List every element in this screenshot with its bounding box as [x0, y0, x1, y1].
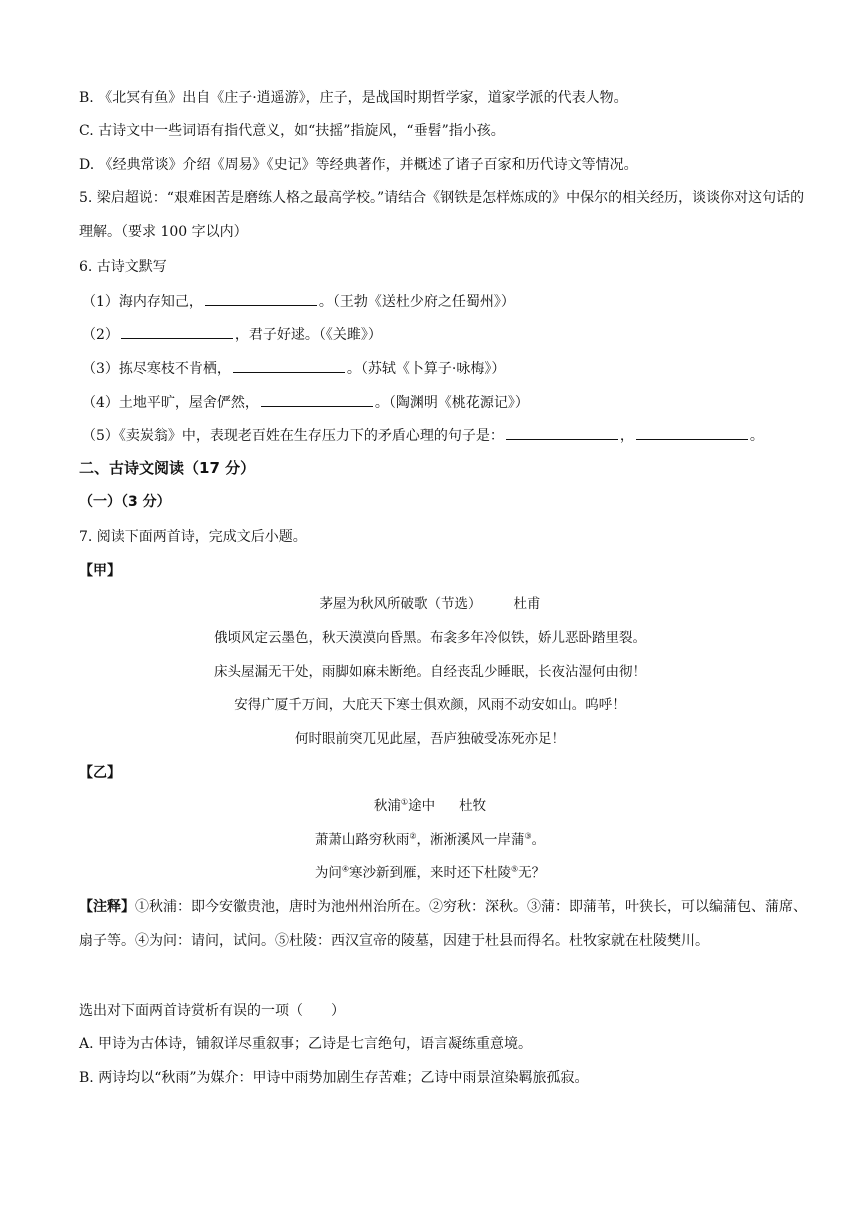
poem1-line-3: 安得广厦千万间，大庇天下寒士俱欢颜，风雨不动安如山。呜呼！ [234, 697, 626, 713]
answer-blank[interactable] [205, 291, 317, 306]
question-5: 5. 梁启超说：“艰难困苦是磨练人格之最高学校。”请结合《钢铁是怎样炼成的》中保尔的相关经历，谈谈你对这句话的理解。（要求 100 字以内） [79, 190, 805, 240]
dictation-item-4 [82, 392, 814, 413]
dictation-prompt: （5）《卖炭翁》中，表现老百姓在生存压力下的矛盾心理的句子是： [82, 428, 504, 444]
poem2-text: 寒沙新到雁，来时还下杜陵 [349, 865, 511, 881]
dictation-source: 。（王勃《送杜少府之任蜀州》） [318, 294, 515, 310]
q7-option-b: B. 两诗均以“秋雨”为媒介：甲诗中雨势加剧生存苦难；乙诗中雨景渲染羁旅孤寂。 [79, 1070, 589, 1086]
poem2-text: ，淅淅溪风一岸蒲 [416, 832, 525, 848]
question-7-prompt: 选出对下面两首诗赏析有误的一项（ ） [79, 1003, 345, 1019]
poem1-line-1: 俄顷风定云墨色，秋天漠漠向昏黑。布衾多年冷似铁，娇儿恶卧踏里裂。 [214, 630, 646, 646]
dictation-source: 。（苏轼《卜算子·咏梅》） [346, 361, 506, 377]
poem2-text: 。 [531, 832, 546, 848]
poem2-title: 途中 [408, 798, 436, 814]
dictation-item-1 [82, 291, 814, 312]
poem2-title: 秋浦 [373, 798, 401, 814]
poem-jia-label: 【甲】 [79, 563, 121, 579]
answer-blank[interactable] [121, 324, 233, 339]
annotations-text: ①秋浦：即今安徽贵池，唐时为池州州治所在。②穷秋：深秋。③蒲：即蒲苇，叶狭长，可以编蒲包、蒲席、扇子等。④为问：请问，试问。⑤杜陵：西汉宣帝的陵墓，因建于杜县而得名。杜牧家就在杜陵樊川。 [79, 899, 807, 949]
question-6-title: 6. 古诗文默写 [79, 259, 167, 275]
dictation-prompt: （4）土地平旷，屋舍俨然， [82, 395, 259, 411]
subsection-heading: （一）（3 分） [79, 494, 171, 510]
poem1-line-2: 床头屋漏无干处，雨脚如麻未断绝。自经丧乱少睡眠，长夜沾湿何由彻！ [214, 664, 646, 680]
answer-blank[interactable] [506, 425, 618, 440]
answer-blank[interactable] [636, 425, 748, 440]
footnote-marker: ④ [341, 864, 349, 874]
q4-option-c: C. 古诗文中一些词语有指代意义，如“扶摇”指旋风，“垂髫”指小孩。 [79, 123, 505, 139]
dictation-prompt: （3）拣尽寒枝不肯栖， [82, 361, 231, 377]
footnote-marker: ① [400, 797, 409, 807]
dictation-item-5 [82, 425, 814, 446]
poem1-title: 茅屋为秋风所破歌（节选） [319, 596, 482, 612]
dictation-source: ，君子好逑。（《关雎》） [234, 327, 382, 343]
dictation-item-2 [82, 324, 814, 345]
question-7-stem: 7. 阅读下面两首诗，完成文后小题。 [79, 529, 307, 545]
poem1-title-line [0, 594, 860, 614]
poem2-author: 杜牧 [459, 798, 487, 814]
poem1-author: 杜甫 [513, 596, 541, 612]
q7-option-a: A. 甲诗为古体诗，铺叙详尽重叙事；乙诗是七言绝句，语言凝练重意境。 [79, 1036, 533, 1052]
poem2-title-line [0, 796, 860, 816]
poem1-line-4: 何时眼前突兀见此屋，吾庐独破受冻死亦足！ [295, 731, 565, 747]
annotations-label: 【注释】 [79, 899, 135, 915]
answer-blank[interactable] [233, 358, 345, 373]
poem2-text: 为问 [314, 865, 342, 881]
poem2-text: 萧萧山路穷秋雨 [314, 832, 410, 848]
footnote-marker: ③ [524, 831, 532, 841]
poem2-line-1 [0, 830, 860, 850]
dictation-period: 。 [749, 428, 764, 444]
q4-option-d: D. 《经典常谈》介绍《周易》《史记》等经典著作，并概述了诸子百家和历代诗文等情况。 [79, 157, 638, 173]
poem2-text: 无？ [518, 865, 546, 881]
section-2-heading: 二、古诗文阅读（17 分） [79, 459, 256, 477]
dictation-comma: ， [619, 428, 634, 444]
dictation-prompt: （2） [82, 327, 119, 343]
poem2-line-2 [0, 863, 860, 883]
dictation-source: 。（陶渊明《桃花源记》） [374, 395, 529, 411]
dictation-prompt: （1）海内存知己， [82, 294, 203, 310]
footnote-marker: ⑤ [511, 864, 519, 874]
q4-option-b: B. 《北冥有鱼》出自《庄子·逍遥游》，庄子，是战国时期哲学家，道家学派的代表人物。 [79, 90, 628, 106]
answer-blank[interactable] [261, 392, 373, 407]
footnote-marker: ② [409, 831, 417, 841]
poem-yi-label: 【乙】 [79, 765, 121, 781]
annotations [79, 890, 814, 958]
dictation-item-3 [82, 358, 814, 379]
